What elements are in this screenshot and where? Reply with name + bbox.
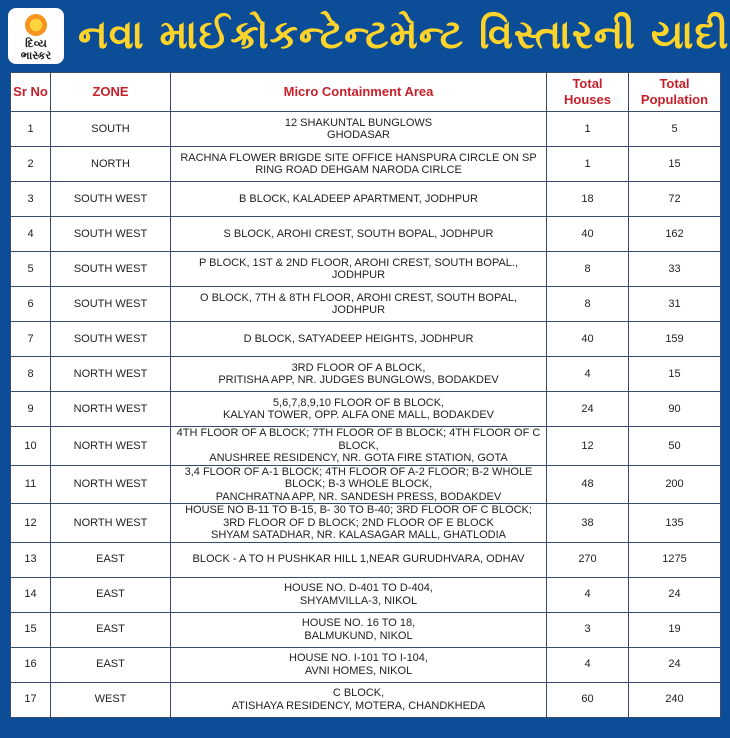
area-cell: HOUSE NO. D-401 TO D-404, SHYAMVILLA-3, NIKOL xyxy=(171,577,547,612)
total-population-cell: 15 xyxy=(629,357,721,392)
total-population-cell: 159 xyxy=(629,322,721,357)
table-row xyxy=(11,465,721,504)
table-row xyxy=(11,682,721,717)
header-sr-no: Sr No xyxy=(11,73,51,112)
area-cell: RACHNA FLOWER BRIGDE SITE OFFICE HANSPURA CIRCLE ON SP RING ROAD DEHGAM NARODA CIRLCE xyxy=(171,147,547,182)
total-population-cell: 240 xyxy=(629,682,721,717)
area-cell: O BLOCK, 7TH & 8TH FLOOR, AROHI CREST, SOUTH BOPAL, JODHPUR xyxy=(171,287,547,322)
total-houses-cell: 48 xyxy=(547,465,629,504)
total-houses-cell: 4 xyxy=(547,357,629,392)
zone-cell: NORTH WEST xyxy=(51,392,171,427)
total-population-cell: 50 xyxy=(629,427,721,466)
divya-bhaskar-logo xyxy=(8,8,64,64)
area-cell: D BLOCK, SATYADEEP HEIGHTS, JODHPUR xyxy=(171,322,547,357)
table-header-row xyxy=(11,73,721,112)
header-area: Micro Containment Area xyxy=(171,73,547,112)
total-houses-cell: 12 xyxy=(547,427,629,466)
total-houses-cell: 40 xyxy=(547,322,629,357)
table-row xyxy=(11,647,721,682)
area-cell: 3,4 FLOOR OF A-1 BLOCK; 4TH FLOOR OF A-2 FLOOR; B-2 WHOLE BLOCK; B-3 WHOLE BLOCK, PANCHRATNA APP, NR. SANDESH PRESS, BODAKDEV xyxy=(171,465,547,504)
table-row xyxy=(11,427,721,466)
total-population-cell: 5 xyxy=(629,112,721,147)
table-row xyxy=(11,182,721,217)
table-row xyxy=(11,252,721,287)
zone-cell: EAST xyxy=(51,647,171,682)
zone-cell: SOUTH WEST xyxy=(51,322,171,357)
area-cell: 12 SHAKUNTAL BUNGLOWS GHODASAR xyxy=(171,112,547,147)
sr-no-cell: 4 xyxy=(11,217,51,252)
total-population-cell: 33 xyxy=(629,252,721,287)
sun-logo-icon xyxy=(25,14,47,36)
total-houses-cell: 40 xyxy=(547,217,629,252)
total-houses-cell: 4 xyxy=(547,577,629,612)
sr-no-cell: 11 xyxy=(11,465,51,504)
table-body xyxy=(11,112,721,718)
zone-cell: NORTH xyxy=(51,147,171,182)
containment-table-container xyxy=(10,72,720,718)
total-houses-cell: 60 xyxy=(547,682,629,717)
logo-brand-text: દિવ્ય ભાસ્કર xyxy=(20,37,52,62)
table-row xyxy=(11,392,721,427)
sr-no-cell: 7 xyxy=(11,322,51,357)
zone-cell: NORTH WEST xyxy=(51,465,171,504)
zone-cell: NORTH WEST xyxy=(51,427,171,466)
sr-no-cell: 1 xyxy=(11,112,51,147)
sr-no-cell: 5 xyxy=(11,252,51,287)
zone-cell: NORTH WEST xyxy=(51,357,171,392)
header-total-population: Total Population xyxy=(629,73,721,112)
zone-cell: SOUTH WEST xyxy=(51,182,171,217)
total-population-cell: 24 xyxy=(629,647,721,682)
total-population-cell: 15 xyxy=(629,147,721,182)
table-row xyxy=(11,357,721,392)
sr-no-cell: 15 xyxy=(11,612,51,647)
total-population-cell: 31 xyxy=(629,287,721,322)
total-houses-cell: 3 xyxy=(547,612,629,647)
total-population-cell: 24 xyxy=(629,577,721,612)
area-cell: B BLOCK, KALADEEP APARTMENT, JODHPUR xyxy=(171,182,547,217)
total-population-cell: 200 xyxy=(629,465,721,504)
table-row xyxy=(11,217,721,252)
area-cell: P BLOCK, 1ST & 2ND FLOOR, AROHI CREST, SOUTH BOPAL., JODHPUR xyxy=(171,252,547,287)
area-cell: S BLOCK, AROHI CREST, SOUTH BOPAL, JODHPUR xyxy=(171,217,547,252)
area-cell: C BLOCK, ATISHAYA RESIDENCY, MOTERA, CHANDKHEDA xyxy=(171,682,547,717)
area-cell: HOUSE NO. 16 TO 18, BALMUKUND, NIKOL xyxy=(171,612,547,647)
table-row xyxy=(11,322,721,357)
table-row xyxy=(11,577,721,612)
area-cell: 5,6,7,8,9,10 FLOOR OF B BLOCK, KALYAN TOWER, OPP. ALFA ONE MALL, BODAKDEV xyxy=(171,392,547,427)
sr-no-cell: 14 xyxy=(11,577,51,612)
total-population-cell: 162 xyxy=(629,217,721,252)
zone-cell: SOUTH xyxy=(51,112,171,147)
table-row xyxy=(11,542,721,577)
sr-no-cell: 13 xyxy=(11,542,51,577)
total-population-cell: 19 xyxy=(629,612,721,647)
header-zone: ZONE xyxy=(51,73,171,112)
sr-no-cell: 10 xyxy=(11,427,51,466)
area-cell: 4TH FLOOR OF A BLOCK; 7TH FLOOR OF B BLOCK; 4TH FLOOR OF C BLOCK, ANUSHREE RESIDENCY, NR. GOTA FIRE STATION, GOTA xyxy=(171,427,547,466)
area-cell: HOUSE NO. I-101 TO I-104, AVNI HOMES, NIKOL xyxy=(171,647,547,682)
zone-cell: NORTH WEST xyxy=(51,504,171,543)
header-total-houses: Total Houses xyxy=(547,73,629,112)
area-cell: HOUSE NO B-11 TO B-15, B- 30 TO B-40; 3RD FLOOR OF C BLOCK; 3RD FLOOR OF D BLOCK; 2ND FLOOR OF E BLOCK SHYAM SATADHAR, NR. KALASAGAR MALL, GHATLODIA xyxy=(171,504,547,543)
total-houses-cell: 270 xyxy=(547,542,629,577)
header-banner xyxy=(0,0,730,70)
zone-cell: WEST xyxy=(51,682,171,717)
zone-cell: EAST xyxy=(51,612,171,647)
sr-no-cell: 8 xyxy=(11,357,51,392)
zone-cell: SOUTH WEST xyxy=(51,252,171,287)
sr-no-cell: 9 xyxy=(11,392,51,427)
table-row xyxy=(11,112,721,147)
table-row xyxy=(11,287,721,322)
sr-no-cell: 6 xyxy=(11,287,51,322)
total-houses-cell: 8 xyxy=(547,287,629,322)
table-row xyxy=(11,504,721,543)
area-cell: 3RD FLOOR OF A BLOCK, PRITISHA APP, NR. JUDGES BUNGLOWS, BODAKDEV xyxy=(171,357,547,392)
sr-no-cell: 3 xyxy=(11,182,51,217)
sr-no-cell: 17 xyxy=(11,682,51,717)
sr-no-cell: 16 xyxy=(11,647,51,682)
zone-cell: EAST xyxy=(51,577,171,612)
total-population-cell: 72 xyxy=(629,182,721,217)
table-row xyxy=(11,612,721,647)
total-houses-cell: 8 xyxy=(547,252,629,287)
zone-cell: SOUTH WEST xyxy=(51,217,171,252)
sr-no-cell: 2 xyxy=(11,147,51,182)
total-houses-cell: 4 xyxy=(547,647,629,682)
containment-table xyxy=(10,72,721,718)
total-houses-cell: 1 xyxy=(547,147,629,182)
total-population-cell: 135 xyxy=(629,504,721,543)
zone-cell: SOUTH WEST xyxy=(51,287,171,322)
sr-no-cell: 12 xyxy=(11,504,51,543)
total-houses-cell: 24 xyxy=(547,392,629,427)
total-houses-cell: 18 xyxy=(547,182,629,217)
total-population-cell: 90 xyxy=(629,392,721,427)
total-houses-cell: 38 xyxy=(547,504,629,543)
zone-cell: EAST xyxy=(51,542,171,577)
total-houses-cell: 1 xyxy=(547,112,629,147)
page-title: નવા માઈક્રોકન્ટેન્ટમેન્ટ વિસ્તારની યાદી xyxy=(78,12,730,58)
table-row xyxy=(11,147,721,182)
total-population-cell: 1275 xyxy=(629,542,721,577)
area-cell: BLOCK - A TO H PUSHKAR HILL 1,NEAR GURUDHVARA, ODHAV xyxy=(171,542,547,577)
